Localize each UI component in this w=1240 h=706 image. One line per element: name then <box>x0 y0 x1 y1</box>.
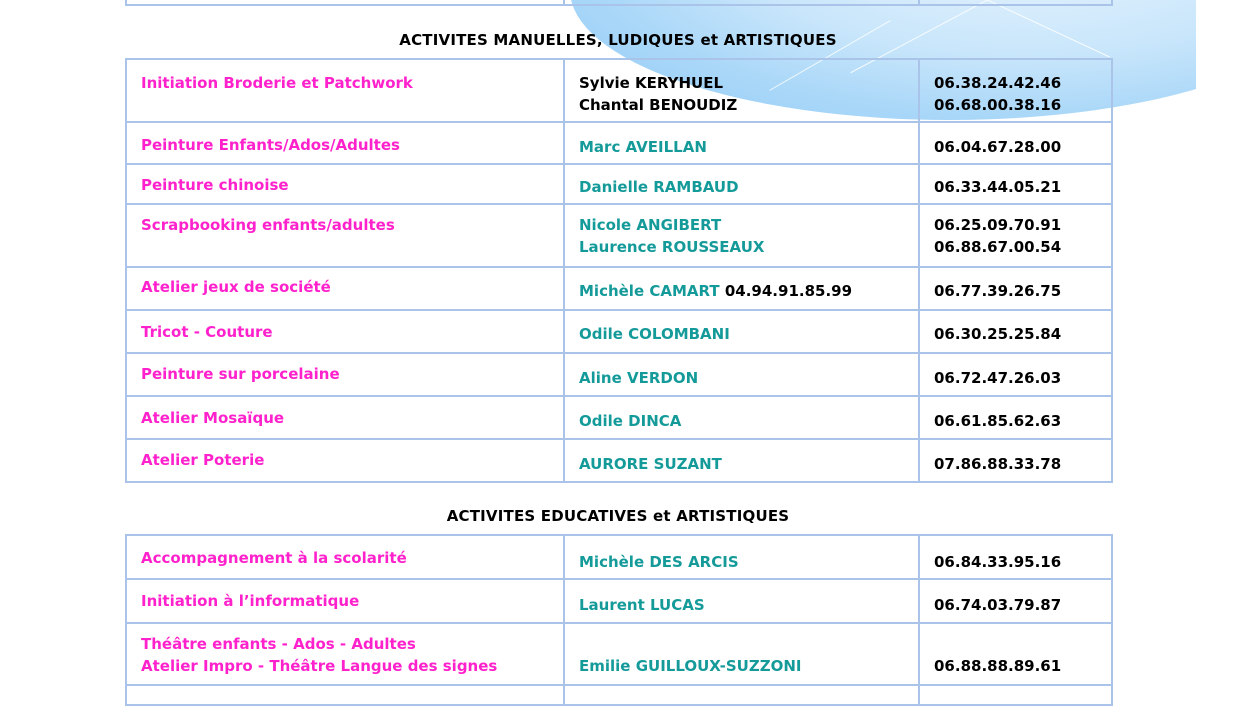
activity-name: Initiation Broderie et Patchwork <box>141 74 413 92</box>
activity-name: Atelier Poterie <box>141 451 265 469</box>
phone-cell <box>919 439 1112 482</box>
phone-number: 07.86.88.33.78 <box>934 455 1062 473</box>
activity-name: Atelier Mosaïque <box>141 409 285 427</box>
section-title: ACTIVITES EDUCATIVES et ARTISTIQUES <box>446 507 790 525</box>
contact-cell <box>564 204 919 267</box>
activity-cell <box>126 396 564 439</box>
contact-cell <box>564 685 919 705</box>
phone-cell <box>919 535 1112 579</box>
phone-number: 06.61.85.62.63 <box>934 412 1062 430</box>
contact-cell <box>564 122 919 164</box>
contact-cell <box>564 579 919 623</box>
table-row <box>126 579 1112 623</box>
activity-cell <box>126 59 564 122</box>
contact-name: Sylvie KERYHUEL <box>579 74 724 92</box>
contact-cell <box>564 535 919 579</box>
contact-name: Odile COLOMBANI <box>579 325 730 343</box>
contact-cell <box>564 439 919 482</box>
activity-cell <box>126 0 564 5</box>
contact-name: Danielle RAMBAUD <box>579 178 739 196</box>
contact-name: Nicole ANGIBERT <box>579 216 722 234</box>
table-row <box>126 353 1112 396</box>
phone-cell <box>919 396 1112 439</box>
activity-name: Atelier Impro - Théâtre Langue des signes <box>141 657 498 675</box>
table-row <box>126 396 1112 439</box>
contact-name: Laurent LUCAS <box>579 596 705 614</box>
contact-name: AURORE SUZANT <box>579 455 722 473</box>
phone-number: 06.68.00.38.16 <box>934 96 1062 114</box>
table-row <box>126 267 1112 310</box>
activities-educational-table <box>125 534 1113 706</box>
table-row <box>126 310 1112 353</box>
phone-cell <box>919 267 1112 310</box>
phone-number: 06.25.09.70.91 <box>934 216 1062 234</box>
background-mask <box>1196 0 1240 200</box>
phone-number: 06.38.24.42.46 <box>934 74 1062 92</box>
contact-name: Marc AVEILLAN <box>579 138 707 156</box>
table-row <box>126 623 1112 685</box>
phone-cell <box>919 0 1112 5</box>
contact-cell <box>564 353 919 396</box>
activities-manual-table <box>125 58 1113 483</box>
phone-number: 06.84.33.95.16 <box>934 553 1062 571</box>
table-row <box>126 122 1112 164</box>
contact-extra-phone: 04.94.91.85.99 <box>724 282 853 300</box>
activity-name: Scrapbooking enfants/adultes <box>141 216 395 234</box>
phone-cell <box>919 164 1112 204</box>
activity-name: Peinture sur porcelaine <box>141 365 340 383</box>
contact-name: Michèle CAMART <box>579 282 720 300</box>
activity-cell <box>126 204 564 267</box>
table-row <box>126 439 1112 482</box>
section-title: ACTIVITES MANUELLES, LUDIQUES et ARTISTIQUES <box>399 31 837 49</box>
phone-number: 06.30.25.25.84 <box>934 325 1062 343</box>
phone-cell <box>919 685 1112 705</box>
contact-cell <box>564 0 919 5</box>
phone-number: 06.74.03.79.87 <box>934 596 1062 614</box>
contact-cell <box>564 396 919 439</box>
phone-number: 06.77.39.26.75 <box>934 282 1062 300</box>
table-row <box>126 204 1112 267</box>
phone-number: 06.88.88.89.61 <box>934 657 1062 675</box>
table-row <box>126 685 1112 705</box>
activity-cell <box>126 535 564 579</box>
contact-name: Laurence ROUSSEAUX <box>579 238 765 256</box>
table-row <box>126 59 1112 122</box>
phone-cell <box>919 623 1112 685</box>
phone-cell <box>919 122 1112 164</box>
phone-cell <box>919 310 1112 353</box>
activity-cell <box>126 353 564 396</box>
phone-cell <box>919 353 1112 396</box>
phone-cell <box>919 204 1112 267</box>
activity-cell <box>126 685 564 705</box>
activity-name: Peinture chinoise <box>141 176 289 194</box>
phone-number: 06.72.47.26.03 <box>934 369 1062 387</box>
contact-cell <box>564 59 919 122</box>
contact-name: Aline VERDON <box>579 369 699 387</box>
contact-cell <box>564 310 919 353</box>
activity-cell <box>126 310 564 353</box>
phone-number: 06.04.67.28.00 <box>934 138 1062 156</box>
table-row <box>126 0 1112 5</box>
phone-cell <box>919 59 1112 122</box>
table-row <box>126 164 1112 204</box>
phone-cell <box>919 579 1112 623</box>
phone-number: 06.33.44.05.21 <box>934 178 1062 196</box>
previous-section-table <box>125 0 1113 6</box>
activity-name: Initiation à l’informatique <box>141 592 360 610</box>
activity-name: Théâtre enfants - Ados - Adultes <box>141 635 416 653</box>
contact-name: Michèle DES ARCIS <box>579 553 739 571</box>
activity-cell <box>126 579 564 623</box>
contact-name: Emilie GUILLOUX-SUZZONI <box>579 657 802 675</box>
phone-number: 06.88.67.00.54 <box>934 238 1062 256</box>
table-row <box>126 535 1112 579</box>
activity-name: Peinture Enfants/Ados/Adultes <box>141 136 400 154</box>
activity-cell <box>126 267 564 310</box>
contact-cell <box>564 164 919 204</box>
activity-name: Tricot - Couture <box>141 323 273 341</box>
activity-name: Atelier jeux de société <box>141 278 331 296</box>
contact-cell <box>564 623 919 685</box>
contact-name: Chantal BENOUDIZ <box>579 96 738 114</box>
activity-cell <box>126 164 564 204</box>
contact-name: Odile DINCA <box>579 412 682 430</box>
activity-cell <box>126 122 564 164</box>
contact-cell <box>564 267 919 310</box>
activity-cell <box>126 439 564 482</box>
activity-name: Accompagnement à la scolarité <box>141 549 407 567</box>
activity-cell <box>126 623 564 685</box>
